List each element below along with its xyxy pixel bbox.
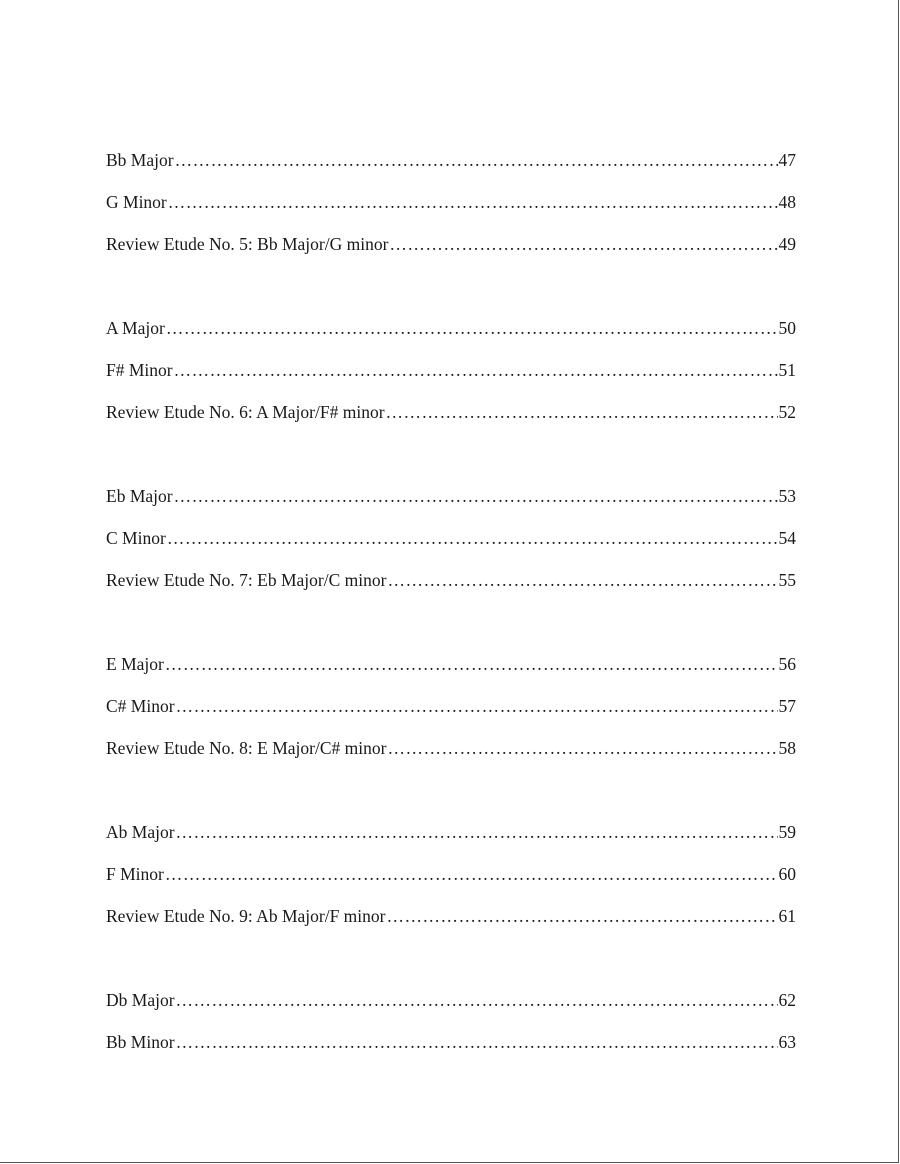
- toc-group-a-major: [106, 314, 796, 440]
- toc-entry-title: Eb Major: [106, 486, 173, 506]
- toc-group-ab-major: [106, 818, 796, 944]
- dot-leader: [387, 566, 777, 594]
- toc-entry-title: F# Minor: [106, 360, 173, 380]
- toc-entry-page: 54: [778, 528, 796, 548]
- toc-entry[interactable]: [106, 188, 796, 230]
- dot-leader: [174, 482, 778, 510]
- toc-entry-title: Db Major: [106, 990, 175, 1010]
- dot-leader: [174, 356, 778, 384]
- dot-leader: [168, 188, 778, 216]
- toc-group-bb-major: [106, 146, 796, 272]
- dot-leader: [166, 314, 778, 342]
- dot-leader: [176, 692, 778, 720]
- toc-entry-page: 48: [778, 192, 796, 212]
- toc-entry-page: 47: [778, 150, 796, 170]
- toc-entry-title: Review Etude No. 6: A Major/F# minor: [106, 402, 385, 422]
- toc-entry-page: 52: [778, 402, 796, 422]
- dot-leader: [176, 1028, 778, 1056]
- toc-entry-title: E Major: [106, 654, 164, 674]
- toc-entry[interactable]: [106, 356, 796, 398]
- toc-entry[interactable]: [106, 566, 796, 608]
- toc-entry[interactable]: [106, 524, 796, 566]
- toc-entry-page: 56: [778, 654, 796, 674]
- toc-entry-title: Bb Minor: [106, 1032, 175, 1052]
- toc-group-e-major: [106, 650, 796, 776]
- dot-leader: [387, 902, 778, 930]
- table-of-contents: [106, 146, 796, 1070]
- toc-entry[interactable]: [106, 734, 796, 776]
- toc-entry-page: 58: [778, 738, 796, 758]
- toc-entry-title: C# Minor: [106, 696, 175, 716]
- toc-entry[interactable]: [106, 986, 796, 1028]
- toc-entry-page: 59: [778, 822, 796, 842]
- toc-entry-title: Review Etude No. 9: Ab Major/F minor: [106, 906, 386, 926]
- toc-entry[interactable]: [106, 818, 796, 860]
- toc-entry-title: C Minor: [106, 528, 166, 548]
- toc-entry-title: G Minor: [106, 192, 167, 212]
- toc-group-db-major: [106, 986, 796, 1070]
- toc-entry-page: 63: [778, 1032, 796, 1052]
- dot-leader: [167, 524, 778, 552]
- toc-entry-page: 49: [778, 234, 796, 254]
- toc-entry-page: 55: [778, 570, 796, 590]
- toc-entry[interactable]: [106, 230, 796, 272]
- toc-entry[interactable]: [106, 482, 796, 524]
- toc-entry-title: A Major: [106, 318, 165, 338]
- dot-leader: [389, 230, 777, 258]
- toc-entry[interactable]: [106, 314, 796, 356]
- dot-leader: [165, 650, 778, 678]
- toc-entry[interactable]: [106, 860, 796, 902]
- toc-entry-title: Bb Major: [106, 150, 174, 170]
- toc-entry-page: 57: [778, 696, 796, 716]
- dot-leader: [387, 734, 777, 762]
- dot-leader: [386, 398, 778, 426]
- dot-leader: [165, 860, 778, 888]
- toc-entry-title: F Minor: [106, 864, 164, 884]
- toc-entry[interactable]: [106, 902, 796, 944]
- dot-leader: [176, 818, 778, 846]
- toc-entry-title: Ab Major: [106, 822, 175, 842]
- toc-entry-title: Review Etude No. 8: E Major/C# minor: [106, 738, 387, 758]
- toc-entry-page: 62: [778, 990, 796, 1010]
- toc-entry-title: Review Etude No. 7: Eb Major/C minor: [106, 570, 387, 590]
- toc-group-eb-major: [106, 482, 796, 608]
- toc-entry[interactable]: [106, 650, 796, 692]
- dot-leader: [176, 986, 778, 1014]
- toc-entry[interactable]: [106, 692, 796, 734]
- toc-entry-page: 60: [778, 864, 796, 884]
- toc-entry-title: Review Etude No. 5: Bb Major/G minor: [106, 234, 389, 254]
- toc-entry-page: 51: [778, 360, 796, 380]
- toc-entry[interactable]: [106, 398, 796, 440]
- toc-entry-page: 61: [778, 906, 796, 926]
- toc-entry-page: 50: [778, 318, 796, 338]
- toc-entry[interactable]: [106, 1028, 796, 1070]
- toc-entry[interactable]: [106, 146, 796, 188]
- toc-entry-page: 53: [778, 486, 796, 506]
- dot-leader: [175, 146, 778, 174]
